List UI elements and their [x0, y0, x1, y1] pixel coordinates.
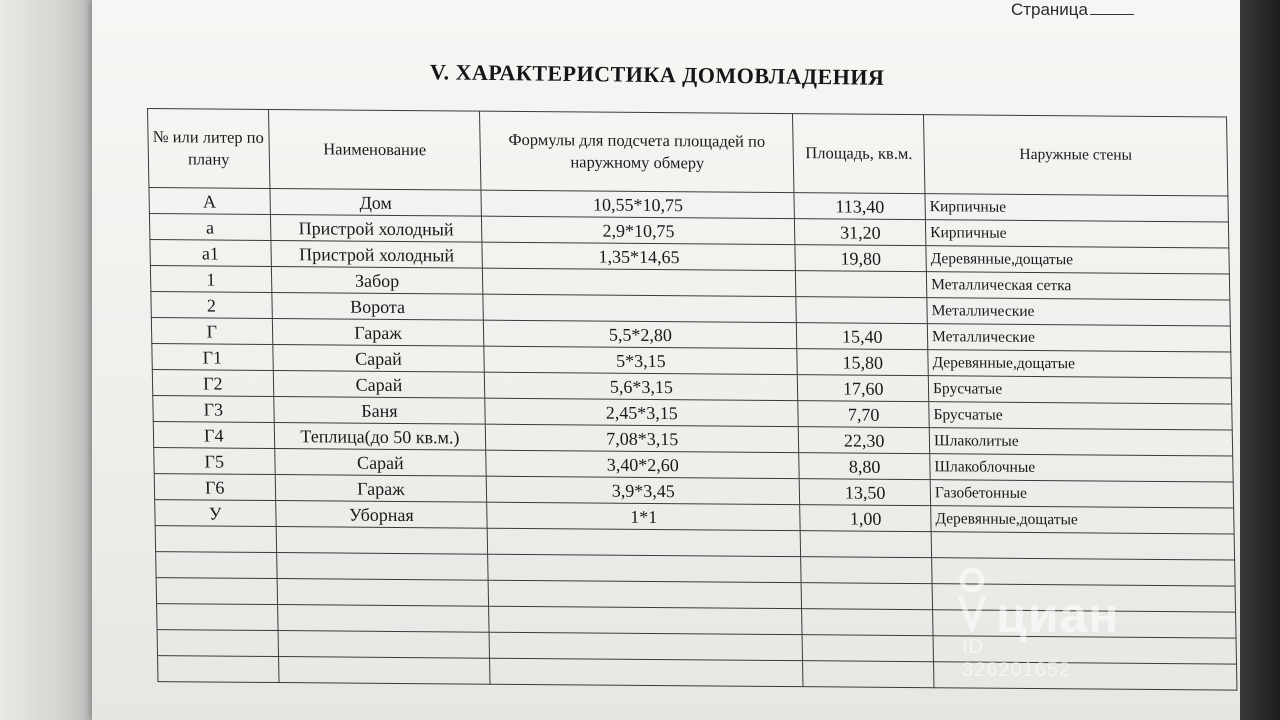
cell-name: [277, 605, 489, 633]
location-pin-icon: [952, 566, 992, 632]
cell-formula: [488, 580, 802, 608]
cell-name: Сарай: [272, 344, 484, 372]
cell-area: 8,80: [799, 453, 930, 480]
page-title: V. ХАРАКТЕРИСТИКА ДОМОВЛАДЕНИЯ: [429, 59, 885, 90]
cell-area: 7,70: [798, 401, 929, 428]
cell-letter: Г4: [153, 422, 274, 449]
cell-letter: [157, 604, 278, 631]
cell-letter: А: [149, 188, 270, 215]
cell-name: Пристрой холодный: [270, 214, 482, 242]
cell-walls: Деревянные,дощатые: [926, 246, 1229, 274]
cell-area: [802, 635, 933, 662]
cell-name: Уборная: [275, 501, 487, 529]
page-number-blank: [1090, 14, 1134, 15]
cell-formula: [488, 554, 802, 582]
cell-formula: 1*1: [487, 502, 801, 530]
cell-letter: Г2: [152, 370, 273, 397]
watermark-id: ID 326201652: [962, 636, 1072, 681]
cell-area: [803, 661, 934, 688]
cell-formula: [489, 606, 803, 634]
cell-letter: Г3: [153, 396, 274, 423]
cell-formula: 2,9*10,75: [482, 216, 796, 244]
cell-area: [800, 531, 931, 558]
cell-walls: Металлические: [927, 324, 1230, 352]
cell-area: [796, 271, 927, 298]
header-area: Площадь, кв.м.: [793, 114, 925, 194]
cell-letter: [157, 630, 278, 657]
cell-formula: [483, 268, 797, 296]
cell-name: Пристрой холодный: [270, 240, 482, 268]
cell-name: Ворота: [271, 292, 483, 320]
cell-area: 113,40: [794, 193, 925, 220]
cell-formula: 2,45*3,15: [485, 398, 799, 426]
cell-area: 17,60: [798, 375, 929, 402]
cell-formula: [490, 658, 804, 686]
cell-letter: Г: [151, 318, 272, 345]
cell-name: Теплица(до 50 кв.м.): [274, 423, 486, 451]
cell-area: 31,20: [795, 219, 926, 246]
cell-letter: Г1: [152, 344, 273, 371]
table-header-row: [148, 109, 1228, 196]
page-label-text: Страница: [1010, 0, 1088, 19]
cell-name: [278, 631, 490, 659]
cell-letter: 1: [150, 266, 271, 293]
cell-letter: Г6: [154, 474, 275, 501]
cell-formula: 10,55*10,75: [481, 190, 795, 218]
cell-letter: [158, 656, 279, 683]
cell-walls: Деревянные,дощатые: [928, 350, 1231, 378]
header-letter: № или литер по плану: [148, 109, 270, 189]
cell-formula: [489, 632, 803, 660]
cell-letter: 2: [151, 292, 272, 319]
cell-letter: [156, 552, 277, 579]
cell-letter: У: [155, 500, 276, 527]
cell-walls: Шлаколитые: [929, 428, 1232, 456]
cell-walls: [931, 532, 1234, 560]
desk-surface-right: [1240, 0, 1280, 720]
cell-name: Гараж: [272, 318, 484, 346]
cell-walls: Металлическая сетка: [926, 272, 1229, 300]
cell-formula: 3,40*2,60: [486, 450, 800, 478]
cell-name: [276, 553, 488, 581]
cell-area: [796, 297, 927, 324]
cell-area: 19,80: [795, 245, 926, 272]
cell-letter: а1: [150, 240, 271, 267]
cell-walls: Газобетонные: [930, 480, 1233, 508]
cell-formula: 5,5*2,80: [484, 320, 798, 348]
header-name: Наименование: [268, 109, 481, 190]
cell-name: Дом: [270, 188, 482, 216]
cell-formula: 5*3,15: [484, 346, 798, 374]
header-walls: Наружные стены: [924, 115, 1228, 196]
cell-area: 22,30: [799, 427, 930, 454]
cell-formula: [483, 294, 797, 322]
cell-walls: Кирпичные: [925, 194, 1228, 222]
cell-area: [801, 583, 932, 610]
cell-name: Сарай: [274, 449, 486, 477]
cell-walls: Брусчатые: [928, 376, 1231, 404]
cell-formula: 7,08*3,15: [486, 424, 800, 452]
cell-letter: [156, 578, 277, 605]
cell-name: [277, 579, 489, 607]
watermark-brand: циан: [996, 587, 1120, 643]
cell-formula: 5,6*3,15: [485, 372, 799, 400]
cell-area: [801, 557, 932, 584]
desk-surface-left: [0, 0, 92, 720]
cell-name: Забор: [271, 266, 483, 294]
cell-area: 13,50: [800, 479, 931, 506]
cell-name: Гараж: [275, 475, 487, 503]
cell-name: [278, 657, 490, 685]
cell-area: 15,80: [797, 349, 928, 376]
cell-letter: а: [149, 214, 270, 241]
cell-walls: Деревянные,дощатые: [931, 506, 1234, 534]
cell-area: [802, 609, 933, 636]
cell-walls: Шлакоблочные: [930, 454, 1233, 482]
cell-area: 1,00: [800, 505, 931, 532]
cell-letter: Г5: [154, 448, 275, 475]
cell-walls: Металлические: [927, 298, 1230, 326]
cell-name: Сарай: [273, 370, 485, 398]
page-number-label: [1011, 0, 1134, 20]
cell-area: 15,40: [797, 323, 928, 350]
cell-walls: Брусчатые: [929, 402, 1232, 430]
cell-letter: [155, 526, 276, 553]
cell-formula: [487, 528, 801, 556]
cell-name: [276, 527, 488, 555]
cell-walls: Кирпичные: [925, 220, 1228, 248]
header-formula: Формулы для подсчета площадей по наружному обмеру: [480, 111, 794, 192]
cell-name: Баня: [273, 397, 485, 425]
cell-formula: 3,9*3,45: [486, 476, 800, 504]
cell-formula: 1,35*14,65: [482, 242, 796, 270]
